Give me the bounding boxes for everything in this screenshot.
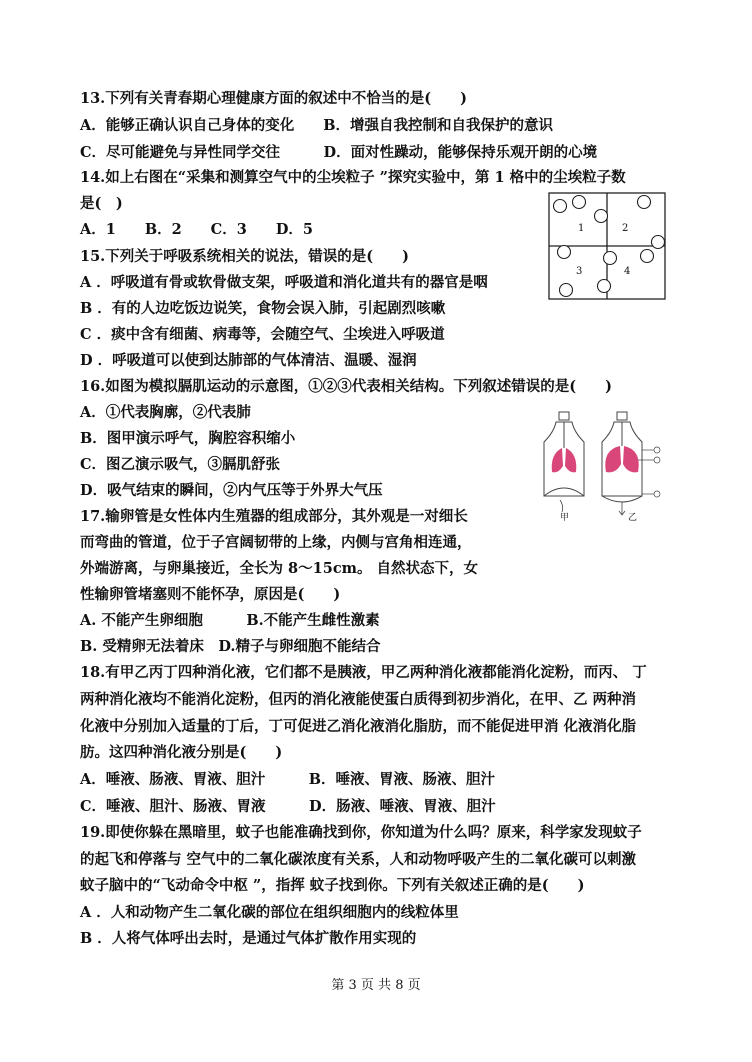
q18-line2: 两种消化液均不能消化淀粉，但丙的消化液能使蛋白质得到初步消化，在甲、乙 两种消 [80, 691, 637, 708]
label-yi: 乙 [628, 513, 638, 522]
label-jia: 甲 [560, 513, 570, 522]
q16-option-c: C．图乙演示吸气，③膈肌舒张 [80, 456, 281, 473]
q16-option-a: A．①代表胸廓，②代表肺 [80, 404, 251, 421]
q17-line4: 性输卵管堵塞则不能怀孕，原因是( ) [80, 586, 341, 603]
q19-option-b: B ．人将气体呼出去时，是通过气体扩散作用实现的 [80, 930, 417, 947]
q18-options-cd: C．唾液、胆汁、肠液、胃液 D．肠液、唾液、胃液、胆汁 [80, 798, 496, 815]
q15-option-c: C ．痰中含有细菌、病毒等，会随空气、尘埃进入呼吸道 [80, 326, 445, 343]
q15-stem: 15.下列关于呼吸系统相关的说法，错误的是( ) [80, 248, 409, 265]
q17-line3: 外端游离，与卵巢接近，全长为 8～15cm。 自然状态下，女 [80, 560, 479, 577]
q17-line1: 17.输卵管是女性体内生殖器的组成部分，其外观是一对细长 [80, 508, 468, 525]
q15-option-d: D ．呼吸道可以使到达肺部的气体清洁、温暖、湿润 [80, 352, 417, 369]
lung-right-jia [565, 448, 576, 472]
q19-line1: 19.即使你躲在黑暗里，蚊子也能准确找到你，你知道为什么吗？原来，科学家发现蚊子 [80, 824, 642, 841]
q18-line3: 化液中分别加入适量的丁后，丁可促进乙消化液消化脂肪，而不能促进甲消 化液消化脂 [80, 718, 637, 735]
q13-options-cd: C．尽可能避免与异性同学交往 D．面对性躁动，能够保持乐观开朗的心境 [80, 144, 598, 161]
q18-options-ab: A．唾液、肠液、胃液、胆汁 B．唾液、胃液、肠液、胆汁 [80, 771, 496, 788]
q18-line1: 18.有甲乙丙丁四种消化液，它们都不是胰液，甲乙两种消化液都能消化淀粉，而丙、 丁 [80, 664, 647, 681]
q19-option-a: A ．人和动物产生二氧化碳的部位在组织细胞内的线粒体里 [80, 904, 459, 921]
q19-line3: 蚊子脑中的“飞动命令中枢 ”，指挥 蚊子找到你。下列有关叙述正确的是( ) [80, 877, 585, 894]
diaphragm-model-figure [536, 410, 668, 522]
diaphragm-yi [602, 496, 642, 502]
q16-option-b: B．图甲演示呼气，胸腔容积缩小 [80, 430, 296, 447]
grid-cell-label-3: 3 [576, 266, 583, 277]
grid-cell-label-4: 4 [624, 266, 631, 277]
q15-option-a: A ．呼吸道有骨或软骨做支架，呼吸道和消化道共有的器官是咽 [80, 274, 488, 291]
q17-options-cd: B. 受精卵无法着床 D.精子与卵细胞不能结合 [80, 638, 381, 655]
dust-grid-figure [548, 192, 666, 300]
bell-jar-jia [544, 412, 584, 496]
q17-options-ab: A. 不能产生卵细胞 B.不能产生雌性激素 [80, 612, 380, 629]
q16-option-d: D．吸气结束的瞬间，②内气压等于外界大气压 [80, 482, 383, 499]
q17-line2: 而弯曲的管道，位于子宫阔韧带的上缘，内侧与宫角相连通， [80, 534, 472, 551]
grid-cell-label-2: 2 [622, 223, 629, 234]
q13-stem: 13.下列有关青春期心理健康方面的叙述中不恰当的是( ) [80, 90, 467, 107]
q13-options-ab: A．能够正确认识自己身体的变化 B．增强自我控制和自我保护的意识 [80, 117, 554, 134]
q14-stem-line1: 14.如上右图在“采集和测算空气中的尘埃粒子 ”探究实验中，第 1 格中的尘埃粒子数 [80, 169, 626, 186]
q16-stem: 16.如图为模拟膈肌运动的示意图，①②③代表相关结构。下列叙述错误的是( ) [80, 378, 612, 395]
q15-option-b: B ．有的人边吃饭边说笑，食物会误入肺，引起剧烈咳嗽 [80, 300, 446, 317]
lung-right-yi [623, 446, 639, 472]
lung-left-jia [552, 448, 563, 472]
grid-cell-label-1: 1 [578, 223, 585, 234]
q14-options: A．1 B．2 C．3 D．5 [80, 221, 313, 238]
q19-line2: 的起飞和停落与 空气中的二氧化碳浓度有关系，人和动物呼吸产生的二氧化碳可以刺激 [80, 851, 637, 868]
q14-stem-line2: 是( ) [80, 195, 123, 212]
q18-line4: 肪。这四种消化液分别是( ) [80, 744, 283, 761]
page-footer: 第 3 页 共 8 页 [331, 978, 421, 993]
diaphragm-jia [544, 488, 584, 496]
lung-left-yi [605, 446, 621, 472]
